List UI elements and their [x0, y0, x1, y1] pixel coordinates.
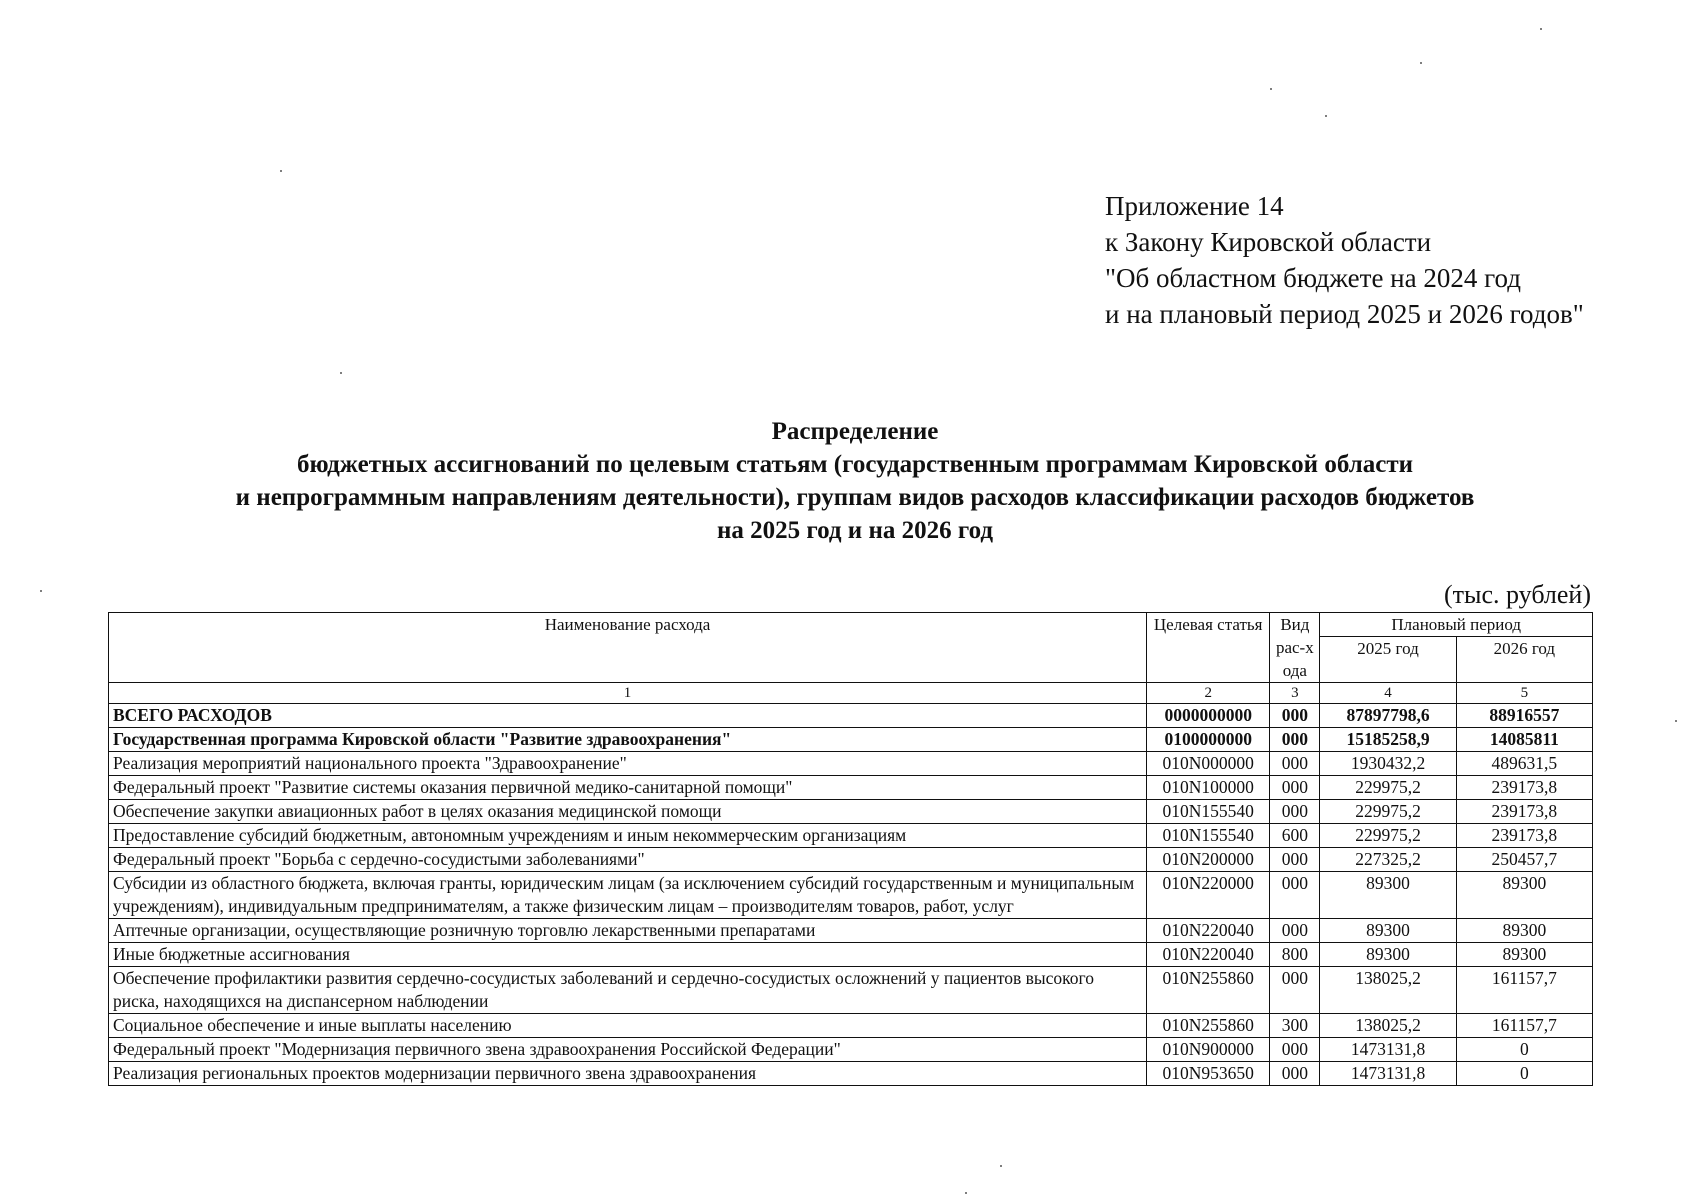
row-code-cell: 010N220040: [1147, 943, 1270, 967]
row-2026-cell: 239173,8: [1456, 800, 1592, 824]
row-2026-cell: 250457,7: [1456, 848, 1592, 872]
header-2026: 2026 год: [1456, 637, 1592, 683]
row-2025-cell: 1473131,8: [1320, 1062, 1456, 1086]
row-vid-cell: 000: [1270, 776, 1320, 800]
table-row: [109, 752, 1593, 776]
row-name-cell: Социальное обеспечение и иные выплаты населению: [109, 1014, 1147, 1038]
row-code-cell: 0000000000: [1147, 704, 1270, 728]
row-code-cell: 010N220040: [1147, 919, 1270, 943]
row-vid-cell: 000: [1270, 704, 1320, 728]
row-name-cell: Иные бюджетные ассигнования: [109, 943, 1147, 967]
row-name-cell: Федеральный проект "Борьба с сердечно-сосудистыми заболеваниями": [109, 848, 1147, 872]
scan-speck: [40, 590, 42, 592]
row-name-cell: Реализация региональных проектов модернизации первичного звена здравоохранения: [109, 1062, 1147, 1086]
table-row: [109, 824, 1593, 848]
row-name-cell: Реализация мероприятий национального проекта "Здравоохранение": [109, 752, 1147, 776]
row-vid-cell: 600: [1270, 824, 1320, 848]
scan-speck: [1325, 115, 1327, 117]
row-2025-cell: 15185258,9: [1320, 728, 1456, 752]
col-number: 5: [1456, 683, 1592, 704]
budget-table: [108, 612, 1593, 1086]
table-row: [109, 919, 1593, 943]
row-name-cell: Государственная программа Кировской области "Развитие здравоохранения": [109, 728, 1147, 752]
table-row: [109, 848, 1593, 872]
col-number: 3: [1270, 683, 1320, 704]
appendix-line: "Об областном бюджете на 2024 год: [1105, 263, 1521, 293]
row-2026-cell: 161157,7: [1456, 967, 1592, 1014]
header-period: Плановый период: [1320, 613, 1593, 637]
row-name-cell: Федеральный проект "Модернизация первичного звена здравоохранения Российской Федерации": [109, 1038, 1147, 1062]
row-vid-cell: 000: [1270, 872, 1320, 919]
header-name: Наименование расхода: [109, 613, 1147, 683]
row-name-cell: Субсидии из областного бюджета, включая гранты, юридическим лицам (за исключением субсидий государственным и муниципальным учреждениям), индивидуальным предпринимателям, а также физическим лицам – производителям товаров, работ, услуг: [109, 872, 1147, 919]
title-line: Распределение: [771, 418, 939, 445]
table-row: [109, 943, 1593, 967]
row-2026-cell: 89300: [1456, 872, 1592, 919]
row-2025-cell: 229975,2: [1320, 800, 1456, 824]
row-code-cell: 010N953650: [1147, 1062, 1270, 1086]
row-2025-cell: 89300: [1320, 872, 1456, 919]
row-code-cell: 010N255860: [1147, 967, 1270, 1014]
table-row: [109, 967, 1593, 1014]
scan-speck: [1000, 1165, 1002, 1167]
scan-speck: [280, 170, 282, 172]
row-2026-cell: 0: [1456, 1062, 1592, 1086]
scan-speck: [965, 1192, 967, 1194]
row-vid-cell: 000: [1270, 919, 1320, 943]
row-name-cell: Предоставление субсидий бюджетным, автономным учреждениям и иным некоммерческим организациям: [109, 824, 1147, 848]
table-row: [109, 800, 1593, 824]
title-line: бюджетных ассигнований по целевым статьям (государственным программам Кировской области: [296, 451, 1413, 478]
header-vid: [1270, 613, 1320, 683]
row-vid-cell: 300: [1270, 1014, 1320, 1038]
table-row: [109, 776, 1593, 800]
row-2025-cell: 227325,2: [1320, 848, 1456, 872]
row-code-cell: 0100000000: [1147, 728, 1270, 752]
appendix-line: Приложение 14: [1105, 191, 1284, 221]
row-code-cell: 010N900000: [1147, 1038, 1270, 1062]
row-vid-cell: 000: [1270, 800, 1320, 824]
appendix-line: и на плановый период 2025 и 2026 годов": [1105, 299, 1584, 329]
title-line: на 2025 год и на 2026 год: [716, 517, 994, 544]
table-row: [109, 1014, 1593, 1038]
table-row: [109, 704, 1593, 728]
row-2026-cell: 88916557: [1456, 704, 1592, 728]
row-code-cell: 010N000000: [1147, 752, 1270, 776]
row-2025-cell: 229975,2: [1320, 824, 1456, 848]
row-vid-cell: 000: [1270, 752, 1320, 776]
row-2025-cell: 138025,2: [1320, 1014, 1456, 1038]
row-code-cell: 010N220000: [1147, 872, 1270, 919]
header-2025: 2025 год: [1320, 637, 1456, 683]
header-vid-label: Вид рас-хода: [1275, 615, 1314, 680]
scan-speck: [1270, 88, 1272, 90]
row-vid-cell: 000: [1270, 848, 1320, 872]
row-vid-cell: 000: [1270, 728, 1320, 752]
appendix-note: [1105, 188, 1584, 332]
row-name-cell: Аптечные организации, осуществляющие розничную торговлю лекарственными препаратами: [109, 919, 1147, 943]
row-2026-cell: 489631,5: [1456, 752, 1592, 776]
row-code-cell: 010N155540: [1147, 824, 1270, 848]
row-vid-cell: 000: [1270, 1038, 1320, 1062]
table-row: [109, 728, 1593, 752]
row-2026-cell: 239173,8: [1456, 776, 1592, 800]
row-2026-cell: 89300: [1456, 943, 1592, 967]
table-row: [109, 872, 1593, 919]
row-vid-cell: 000: [1270, 967, 1320, 1014]
row-name-cell: ВСЕГО РАСХОДОВ: [109, 704, 1147, 728]
row-2025-cell: 89300: [1320, 919, 1456, 943]
table-row: [109, 1038, 1593, 1062]
row-2025-cell: 89300: [1320, 943, 1456, 967]
title-line: и непрограммным направлениям деятельности), группам видов расходов классификации расходов бюджетов: [235, 484, 1475, 511]
row-vid-cell: 000: [1270, 1062, 1320, 1086]
appendix-line: к Закону Кировской области: [1105, 227, 1432, 257]
row-2026-cell: 239173,8: [1456, 824, 1592, 848]
row-2025-cell: 138025,2: [1320, 967, 1456, 1014]
row-2025-cell: 1930432,2: [1320, 752, 1456, 776]
units-label: (тыс. рублей): [1443, 580, 1591, 609]
col-number: 2: [1147, 683, 1270, 704]
row-code-cell: 010N255860: [1147, 1014, 1270, 1038]
row-2026-cell: 161157,7: [1456, 1014, 1592, 1038]
row-2026-cell: 89300: [1456, 919, 1592, 943]
row-code-cell: 010N100000: [1147, 776, 1270, 800]
scan-speck: [340, 372, 342, 374]
scan-speck: [1420, 62, 1422, 64]
row-code-cell: 010N200000: [1147, 848, 1270, 872]
row-2025-cell: 229975,2: [1320, 776, 1456, 800]
row-code-cell: 010N155540: [1147, 800, 1270, 824]
row-name-cell: Обеспечение профилактики развития сердечно-сосудистых заболеваний и сердечно-сосудистых осложнений у пациентов высокого риска, находящихся на диспансерном наблюдении: [109, 967, 1147, 1014]
col-number: 1: [109, 683, 1147, 704]
scan-speck: [1675, 720, 1677, 722]
row-2026-cell: 14085811: [1456, 728, 1592, 752]
scan-speck: [1540, 28, 1542, 30]
row-name-cell: Обеспечение закупки авиационных работ в целях оказания медицинской помощи: [109, 800, 1147, 824]
row-name-cell: Федеральный проект "Развитие системы оказания первичной медико-санитарной помощи": [109, 776, 1147, 800]
table-row: [109, 1062, 1593, 1086]
row-2025-cell: 87897798,6: [1320, 704, 1456, 728]
col-number: 4: [1320, 683, 1456, 704]
row-2025-cell: 1473131,8: [1320, 1038, 1456, 1062]
document-title: [110, 415, 1600, 547]
row-2026-cell: 0: [1456, 1038, 1592, 1062]
row-vid-cell: 800: [1270, 943, 1320, 967]
header-code: Целевая статья: [1147, 613, 1270, 683]
